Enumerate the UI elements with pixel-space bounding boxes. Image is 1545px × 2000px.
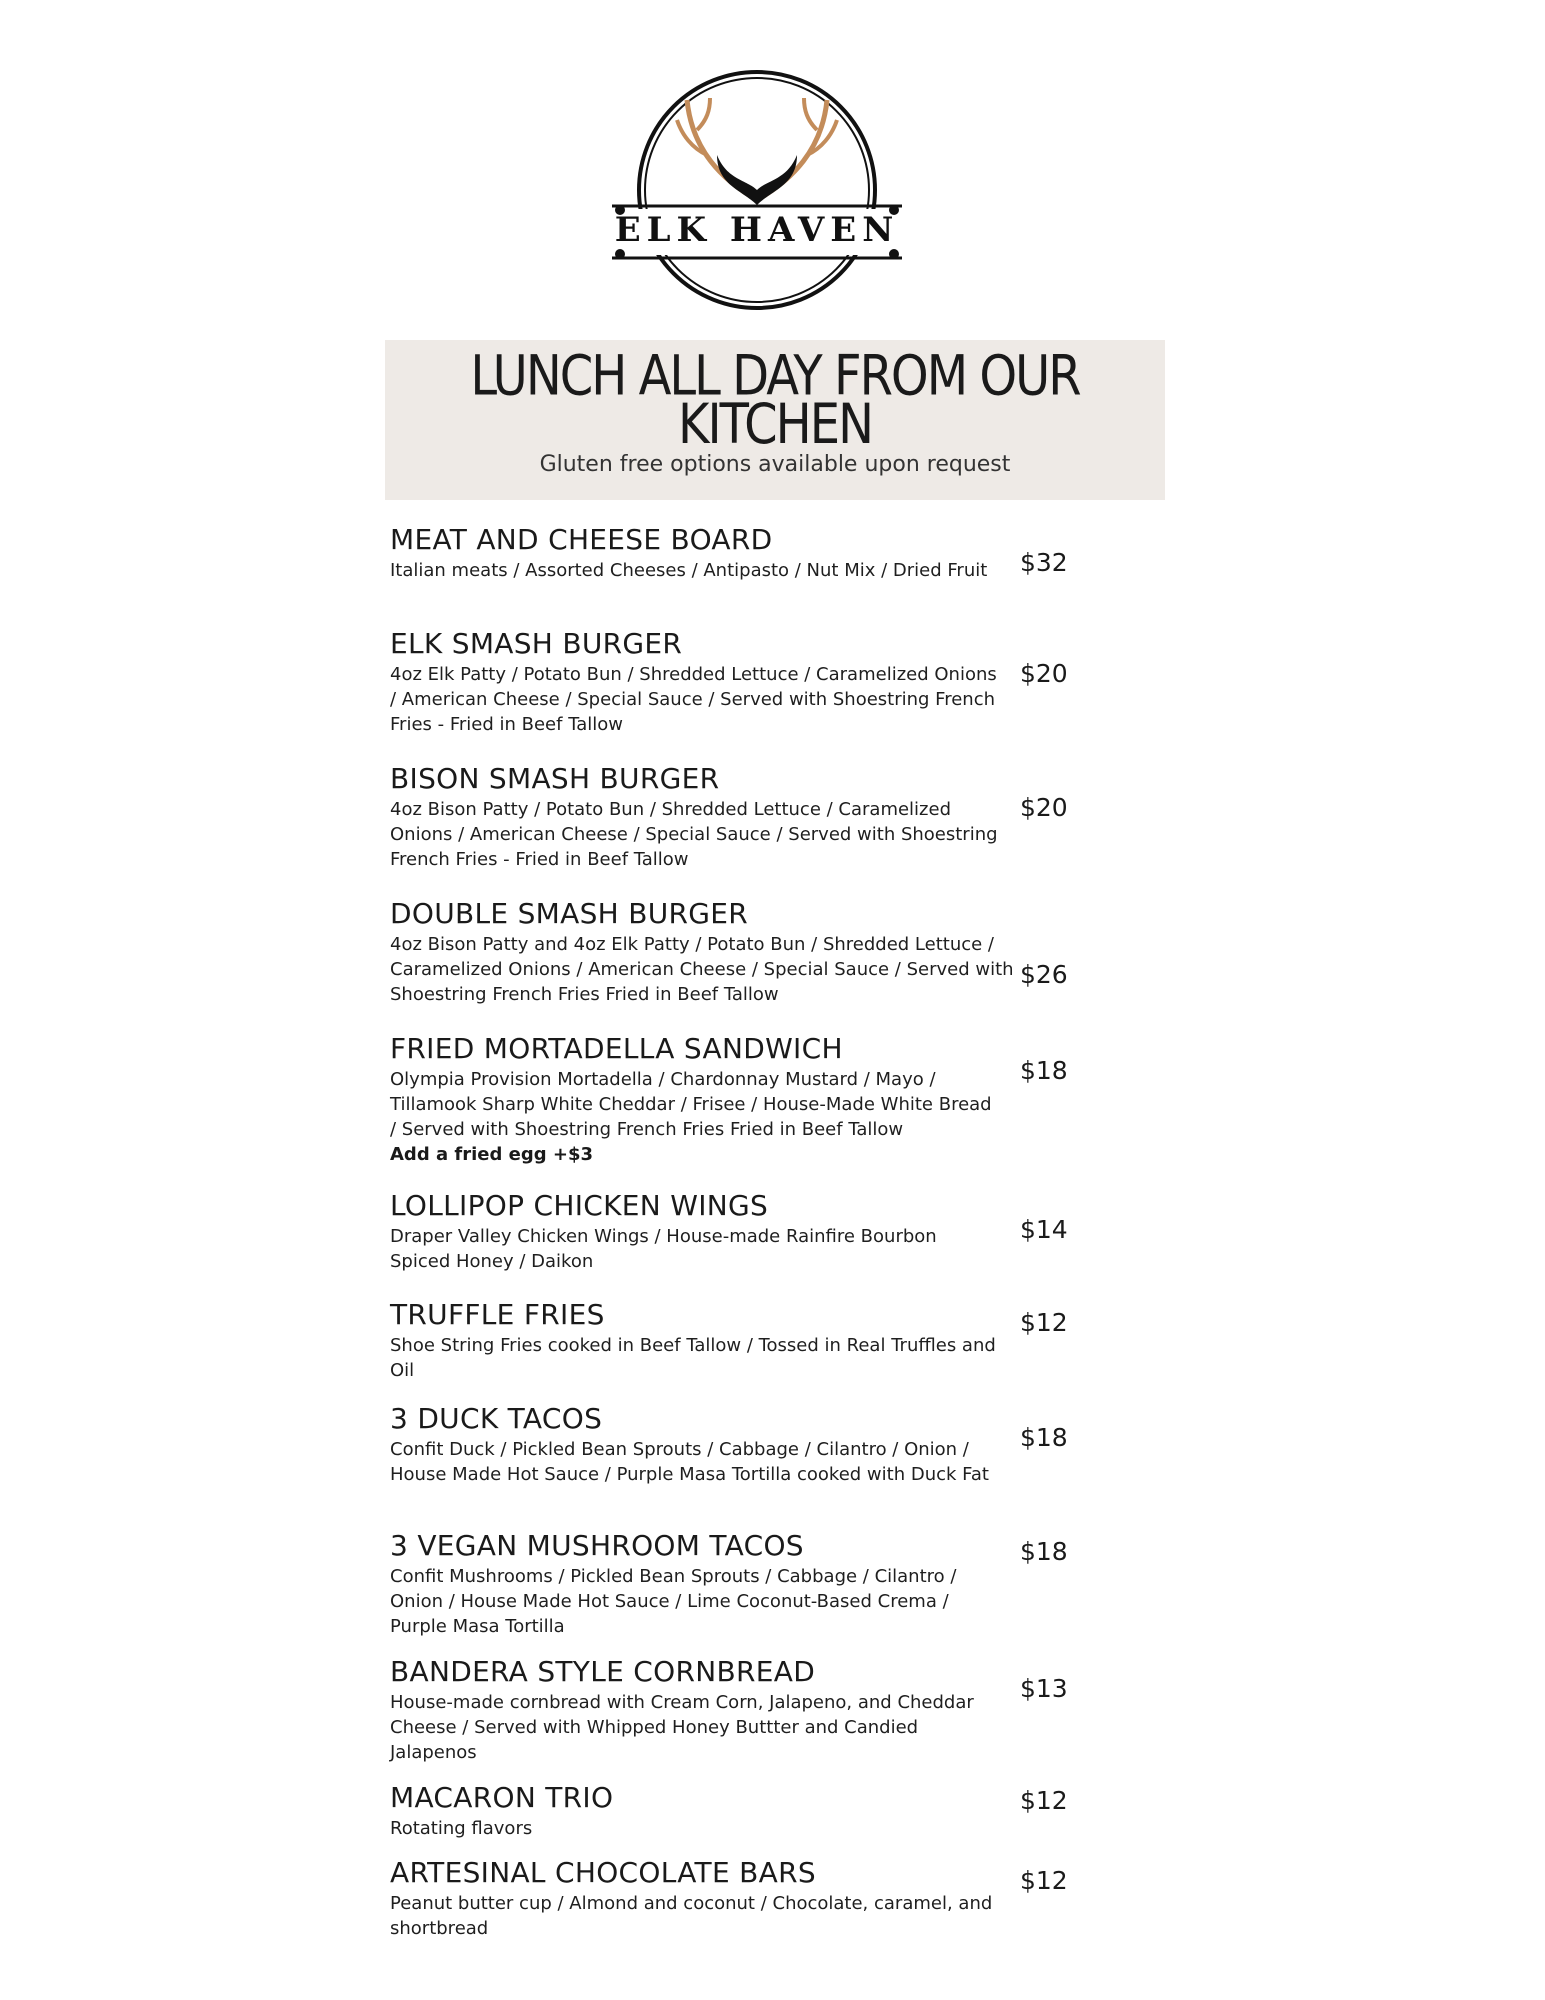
- item-add-on: Add a fried egg +$3: [390, 1144, 593, 1165]
- item-price: $14: [1020, 1215, 1068, 1244]
- item-price: $32: [1020, 548, 1068, 577]
- item-name: BANDERA STYLE CORNBREAD: [390, 1655, 816, 1688]
- item-name: TRUFFLE FRIES: [390, 1298, 605, 1331]
- item-name: MACARON TRIO: [390, 1781, 614, 1814]
- item-name: LOLLIPOP CHICKEN WINGS: [390, 1189, 769, 1222]
- menu-item: [390, 898, 1170, 1007]
- item-name: ELK SMASH BURGER: [390, 627, 683, 660]
- item-name: DOUBLE SMASH BURGER: [390, 897, 749, 930]
- item-description: Draper Valley Chicken Wings / House-made Rainfire Bourbon Spiced Honey / Daikon: [390, 1226, 937, 1272]
- item-name: FRIED MORTADELLA SANDWICH: [390, 1032, 843, 1065]
- item-price: $18: [1020, 1537, 1068, 1566]
- item-description: 4oz Elk Patty / Potato Bun / Shredded Lettuce / Caramelized Onions / American Cheese / Special Sauce / Served with Shoestring French Fries - Fried in Beef Tallow: [390, 664, 997, 735]
- elk-antler-emblem-icon: [612, 60, 902, 320]
- item-description: Confit Mushrooms / Pickled Bean Sprouts / Cabbage / Cilantro / Onion / House Made Hot Sauce / Lime Coconut-Based Crema / Purple Masa Tortilla: [390, 1566, 957, 1637]
- item-name: MEAT AND CHEESE BOARD: [390, 523, 773, 556]
- item-name: 3 DUCK TACOS: [390, 1402, 603, 1435]
- item-name: ARTESINAL CHOCOLATE BARS: [390, 1856, 816, 1889]
- item-price: $12: [1020, 1786, 1068, 1815]
- item-description: Olympia Provision Mortadella / Chardonnay Mustard / Mayo / Tillamook Sharp White Cheddar / Frisee / House-Made White Bread / Served with Shoestring French Fries Fried in Beef Tallow: [390, 1069, 992, 1140]
- page-title: LUNCH ALL DAY FROM OUR KITCHEN: [470, 343, 1080, 457]
- item-description: Italian meats / Assorted Cheeses / Antipasto / Nut Mix / Dried Fruit: [390, 560, 988, 581]
- item-description: Confit Duck / Pickled Bean Sprouts / Cabbage / Cilantro / Onion / House Made Hot Sauce / Purple Masa Tortilla cooked with Duck Fat: [390, 1439, 989, 1485]
- elk-haven-logo: [612, 60, 902, 320]
- menu-header-banner: [385, 340, 1165, 500]
- item-description: House-made cornbread with Cream Corn, Jalapeno, and Cheddar Cheese / Served with Whipped Honey Buttter and Candied Jalapenos: [390, 1692, 974, 1763]
- item-price: $18: [1020, 1056, 1068, 1085]
- brand-name: ELK HAVEN: [614, 210, 900, 250]
- item-price: $13: [1020, 1674, 1068, 1703]
- item-name: BISON SMASH BURGER: [390, 762, 720, 795]
- item-description: 4oz Bison Patty / Potato Bun / Shredded Lettuce / Caramelized Onions / American Cheese / Special Sauce / Served with Shoestring French Fries - Fried in Beef Tallow: [390, 799, 998, 870]
- gluten-free-note: Gluten free options available upon request: [539, 452, 1011, 477]
- item-price: $20: [1020, 659, 1068, 688]
- item-description: Shoe String Fries cooked in Beef Tallow / Tossed in Real Truffles and Oil: [390, 1335, 996, 1381]
- menu-item: [390, 1033, 1170, 1167]
- item-price: $26: [1020, 960, 1068, 989]
- item-price: $12: [1020, 1866, 1068, 1895]
- item-price: $18: [1020, 1423, 1068, 1452]
- menu-item: [390, 1656, 1170, 1765]
- item-description: Peanut butter cup / Almond and coconut / Chocolate, caramel, and shortbread: [390, 1893, 993, 1939]
- item-price: $12: [1020, 1308, 1068, 1337]
- item-name: 3 VEGAN MUSHROOM TACOS: [390, 1529, 804, 1562]
- item-description: Rotating flavors: [390, 1818, 533, 1839]
- item-price: $20: [1020, 793, 1068, 822]
- item-description: 4oz Bison Patty and 4oz Elk Patty / Potato Bun / Shredded Lettuce / Caramelized Onions / American Cheese / Special Sauce / Served with Shoestring French Fries Fried in Beef Tallow: [390, 934, 1014, 1005]
